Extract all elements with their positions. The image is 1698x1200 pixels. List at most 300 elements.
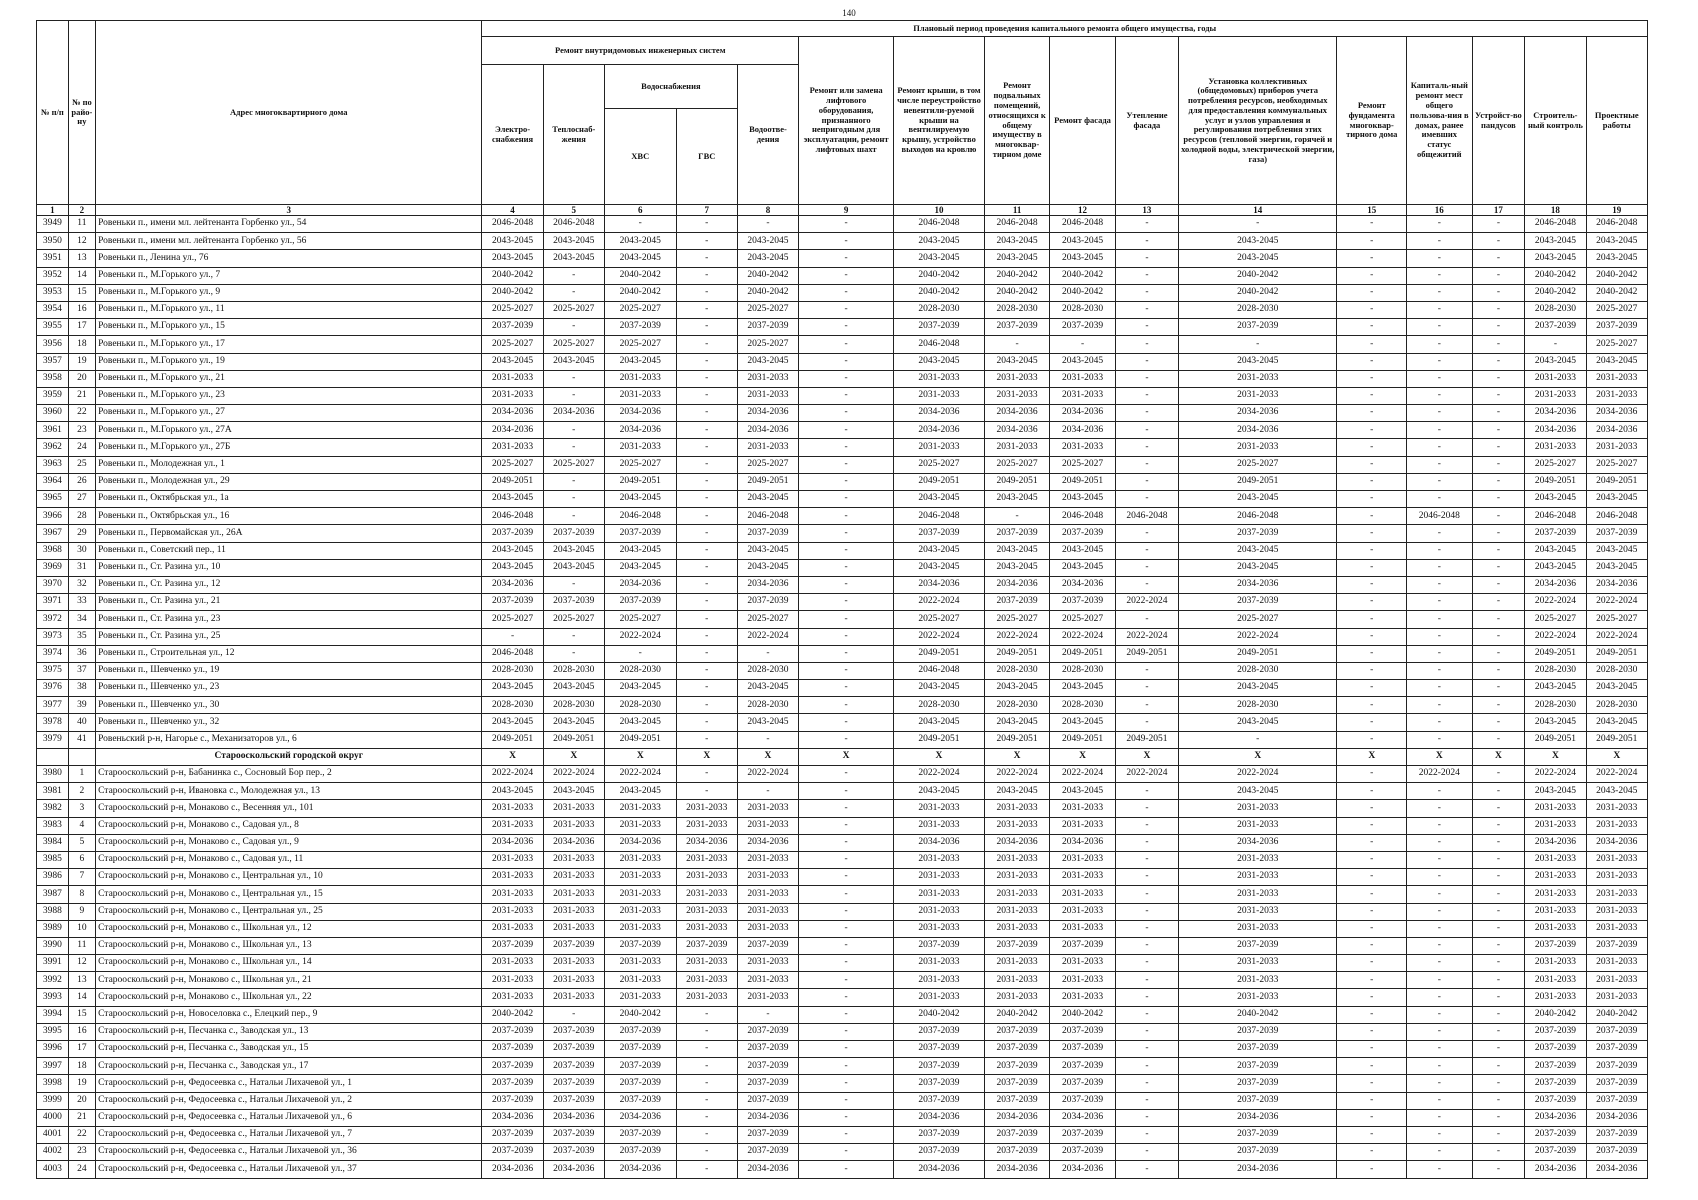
period-cell: 2031-2033 [1525,370,1586,387]
period-cell: - [799,233,894,250]
period-cell: 2031-2033 [1050,972,1115,989]
table-row [37,250,1648,267]
address-cell: Старооскольский р-н, Федосеевка с., Натальи Лихачевой ул., 37 [96,1161,482,1178]
district-number-cell: 17 [68,1041,95,1058]
period-cell: 2034-2036 [604,422,676,439]
period-cell: - [1337,783,1407,800]
period-cell: - [799,422,894,439]
period-cell: - [1115,233,1178,250]
period-cell: 2043-2045 [604,714,676,731]
row-number-cell: 3969 [37,559,69,576]
period-cell: - [1337,1126,1407,1143]
period-cell: - [543,319,604,336]
period-cell: 2037-2039 [1179,1144,1337,1161]
period-cell: - [1472,456,1525,473]
period-cell: 2043-2045 [737,680,798,697]
period-cell: 2022-2024 [1050,628,1115,645]
period-cell: 2043-2045 [1179,353,1337,370]
period-cell: - [1407,216,1472,233]
period-cell: 2025-2027 [1179,611,1337,628]
period-cell: - [1407,817,1472,834]
period-cell: - [799,937,894,954]
period-cell: - [1115,284,1178,301]
period-cell: - [1407,594,1472,611]
table-row [37,1041,1648,1058]
period-cell: 2043-2045 [1586,542,1647,559]
period-cell: 2034-2036 [984,834,1049,851]
period-cell: 2037-2039 [1525,1092,1586,1109]
period-cell: - [1472,508,1525,525]
period-cell: - [1407,1126,1472,1143]
table-row [37,1126,1648,1143]
period-cell: - [799,594,894,611]
period-cell: - [799,697,894,714]
period-cell: - [1179,216,1337,233]
period-cell: 2043-2045 [1586,559,1647,576]
address-cell: Ровеньки п., Ст. Разина ул., 10 [96,559,482,576]
address-cell: Ровеньки п., М.Горького ул., 19 [96,353,482,370]
header-gvs: ГВС [676,109,737,205]
row-number-cell: 3962 [37,439,69,456]
period-cell: - [1115,216,1178,233]
period-cell: 2046-2048 [1525,508,1586,525]
period-cell: 2037-2039 [1179,1126,1337,1143]
period-cell: - [1115,869,1178,886]
period-cell: 2022-2024 [1115,766,1178,783]
period-cell: 2034-2036 [1586,1109,1647,1126]
period-cell: 2034-2036 [1586,1161,1647,1178]
period-cell: 2049-2051 [1586,473,1647,490]
period-cell: 2037-2039 [894,937,985,954]
period-cell: 2031-2033 [984,817,1049,834]
period-cell: - [1407,559,1472,576]
period-cell: 2037-2039 [604,1126,676,1143]
row-number-cell: 3953 [37,284,69,301]
row-number-cell: 4002 [37,1144,69,1161]
period-cell: 2040-2042 [894,1006,985,1023]
table-row [37,422,1648,439]
period-cell: 2037-2039 [894,1041,985,1058]
period-cell: - [543,267,604,284]
period-cell: - [1407,1075,1472,1092]
period-cell: - [799,456,894,473]
row-number-cell: 3992 [37,972,69,989]
table-row [37,937,1648,954]
period-cell: 2031-2033 [894,851,985,868]
period-cell: 2037-2039 [1525,319,1586,336]
table-row [37,1092,1648,1109]
period-cell: 2037-2039 [604,1075,676,1092]
period-cell: - [1337,559,1407,576]
row-number-cell: 3949 [37,216,69,233]
table-row [37,989,1648,1006]
period-cell: - [1337,972,1407,989]
period-cell: 2034-2036 [482,834,543,851]
period-cell: - [1407,1092,1472,1109]
period-cell: 2031-2033 [543,851,604,868]
district-number-cell: 10 [68,920,95,937]
period-cell: - [799,370,894,387]
period-cell: 2037-2039 [482,1126,543,1143]
address-cell: Старооскольский р-н, Бабанинка с., Сосновый Бор пер., 2 [96,766,482,783]
period-cell: 2043-2045 [1525,491,1586,508]
period-cell: - [1472,680,1525,697]
section-x-cell: X [1115,748,1178,765]
period-cell: 2037-2039 [1525,1144,1586,1161]
period-cell: - [799,1161,894,1178]
period-cell: - [1407,1023,1472,1040]
period-cell: - [1115,1109,1178,1126]
period-cell: - [676,1075,737,1092]
period-cell: 2046-2048 [984,216,1049,233]
period-cell: - [799,1092,894,1109]
period-cell: - [1472,1144,1525,1161]
period-cell: 2031-2033 [1179,972,1337,989]
address-cell: Ровеньки п., Ст. Разина ул., 23 [96,611,482,628]
period-cell: - [1472,250,1525,267]
period-cell: - [1337,920,1407,937]
address-cell: Ровеньки п., М.Горького ул., 9 [96,284,482,301]
period-cell: 2022-2024 [737,766,798,783]
period-cell: 2034-2036 [482,422,543,439]
table-row [37,800,1648,817]
period-cell: 2043-2045 [1050,680,1115,697]
period-cell: 2040-2042 [1525,284,1586,301]
district-number-cell: 2 [68,783,95,800]
period-cell: - [1407,233,1472,250]
address-cell: Старооскольский р-н, Монаково с., Весенняя ул., 101 [96,800,482,817]
period-cell: 2031-2033 [482,886,543,903]
period-cell: 2049-2051 [1586,645,1647,662]
page-number: 140 [842,8,856,18]
period-cell: 2034-2036 [1525,405,1586,422]
period-cell: - [1115,387,1178,404]
period-cell: 2031-2033 [1586,955,1647,972]
period-cell: - [1337,834,1407,851]
row-number-cell: 3997 [37,1058,69,1075]
period-cell: 2034-2036 [1050,576,1115,593]
empty-cell [37,748,69,765]
column-number: 12 [1050,205,1115,216]
address-cell: Ровеньки п., Советский пер., 11 [96,542,482,559]
period-cell: 2037-2039 [1050,937,1115,954]
row-number-cell: 3990 [37,937,69,954]
period-cell: 2043-2045 [1179,250,1337,267]
period-cell: 2031-2033 [482,955,543,972]
period-cell: - [1407,422,1472,439]
district-number-cell: 33 [68,594,95,611]
period-cell: 2031-2033 [1586,387,1647,404]
period-cell: 2031-2033 [1179,439,1337,456]
period-cell: 2031-2033 [737,903,798,920]
period-cell: 2040-2042 [1179,284,1337,301]
period-cell: 2034-2036 [1525,422,1586,439]
period-cell: 2034-2036 [984,1161,1049,1178]
period-cell: 2034-2036 [984,405,1049,422]
column-number: 14 [1179,205,1337,216]
period-cell: - [1472,662,1525,679]
period-cell: - [1407,387,1472,404]
period-cell: 2037-2039 [604,1092,676,1109]
period-cell: 2028-2030 [1050,697,1115,714]
period-cell: - [1472,439,1525,456]
period-cell: 2046-2048 [1525,216,1586,233]
period-cell: - [1337,697,1407,714]
row-number-cell: 3966 [37,508,69,525]
period-cell: - [1472,576,1525,593]
row-number-cell: 3982 [37,800,69,817]
period-cell: 2031-2033 [676,886,737,903]
period-cell: - [1472,817,1525,834]
period-cell: 2043-2045 [894,250,985,267]
period-cell: - [1115,800,1178,817]
table-row [37,817,1648,834]
period-cell: 2046-2048 [894,508,985,525]
district-number-cell: 4 [68,817,95,834]
address-cell: Ровеньки п., Октябрьская ул., 16 [96,508,482,525]
period-cell: - [1407,611,1472,628]
table-row [37,370,1648,387]
period-cell: 2031-2033 [1050,955,1115,972]
period-cell: 2031-2033 [482,972,543,989]
period-cell: 2031-2033 [482,989,543,1006]
period-cell: 2034-2036 [1179,1109,1337,1126]
period-cell: - [676,576,737,593]
period-cell: 2043-2045 [1525,542,1586,559]
period-cell: 2043-2045 [984,233,1049,250]
table-row [37,439,1648,456]
row-number-cell: 3957 [37,353,69,370]
period-cell: - [737,783,798,800]
period-cell: 2037-2039 [1586,1144,1647,1161]
district-number-cell: 29 [68,525,95,542]
period-cell: - [543,370,604,387]
period-cell: 2046-2048 [1050,508,1115,525]
period-cell: 2037-2039 [1586,1092,1647,1109]
period-cell: 2049-2051 [604,473,676,490]
period-cell: - [676,697,737,714]
period-cell: 2031-2033 [676,817,737,834]
period-cell: - [799,869,894,886]
table-row [37,233,1648,250]
period-cell: - [1472,559,1525,576]
period-cell: 2022-2024 [482,766,543,783]
row-number-cell: 3977 [37,697,69,714]
period-cell: 2031-2033 [482,387,543,404]
period-cell: 2040-2042 [1525,1006,1586,1023]
period-cell: - [676,387,737,404]
period-cell: 2025-2027 [604,456,676,473]
period-cell: 2040-2042 [737,267,798,284]
period-cell: - [1115,267,1178,284]
period-cell: - [1115,783,1178,800]
period-cell: 2049-2051 [894,473,985,490]
section-x-cell: X [894,748,985,765]
period-cell: 2031-2033 [676,972,737,989]
period-cell: - [1407,645,1472,662]
period-cell: - [1337,680,1407,697]
period-cell: - [1407,267,1472,284]
column-number: 18 [1525,205,1586,216]
row-number-cell: 3956 [37,336,69,353]
period-cell: - [543,1006,604,1023]
period-cell: - [1115,989,1178,1006]
period-cell: 2037-2039 [1050,1126,1115,1143]
period-cell: - [1472,1092,1525,1109]
period-cell: 2034-2036 [984,422,1049,439]
period-cell: 2034-2036 [1179,405,1337,422]
period-cell: 2028-2030 [984,662,1049,679]
period-cell: 2040-2042 [604,267,676,284]
period-cell: - [1115,1092,1178,1109]
period-cell: 2031-2033 [482,370,543,387]
column-number: 17 [1472,205,1525,216]
period-cell: 2046-2048 [1407,508,1472,525]
row-number-cell: 3981 [37,783,69,800]
period-cell: - [799,714,894,731]
period-cell: 2031-2033 [737,387,798,404]
period-cell: - [799,1023,894,1040]
period-cell: - [676,1006,737,1023]
period-cell: - [1472,800,1525,817]
period-cell: 2025-2027 [1179,456,1337,473]
period-cell: - [1472,336,1525,353]
period-cell: 2022-2024 [604,766,676,783]
period-cell: - [1337,1109,1407,1126]
period-cell: 2022-2024 [1525,628,1586,645]
period-cell: 2043-2045 [1050,542,1115,559]
address-cell: Старооскольский р-н, Федосеевка с., Натальи Лихачевой ул., 2 [96,1092,482,1109]
period-cell: 2031-2033 [984,955,1049,972]
period-cell: 2043-2045 [1586,250,1647,267]
period-cell: 2037-2039 [543,525,604,542]
period-cell: 2034-2036 [1586,422,1647,439]
period-cell: 2046-2048 [482,508,543,525]
period-cell: - [1472,216,1525,233]
row-number-cell: 3963 [37,456,69,473]
address-cell: Старооскольский р-н, Монаково с., Центральная ул., 10 [96,869,482,886]
period-cell: 2028-2030 [1050,301,1115,318]
period-cell: 2043-2045 [1179,559,1337,576]
period-cell: 2031-2033 [1179,370,1337,387]
period-cell: 2037-2039 [894,1023,985,1040]
period-cell: - [1115,714,1178,731]
period-cell: - [1472,319,1525,336]
table-row [37,387,1648,404]
period-cell: 2031-2033 [482,920,543,937]
period-cell: 2049-2051 [1525,645,1586,662]
table-row [37,301,1648,318]
period-cell: 2022-2024 [894,594,985,611]
period-cell: - [1115,1075,1178,1092]
row-number-cell: 3987 [37,886,69,903]
row-number-cell: 3952 [37,267,69,284]
period-cell: 2031-2033 [1525,920,1586,937]
period-cell: - [676,611,737,628]
period-cell: - [1179,336,1337,353]
period-cell: 2034-2036 [1050,405,1115,422]
period-cell: 2031-2033 [1525,989,1586,1006]
section-x-cell: X [1525,748,1586,765]
period-cell: 2031-2033 [1525,903,1586,920]
period-cell: 2040-2042 [604,284,676,301]
period-cell: - [799,1006,894,1023]
period-cell: - [1115,456,1178,473]
period-cell: 2043-2045 [737,714,798,731]
period-cell: - [1337,645,1407,662]
period-cell: 2031-2033 [543,869,604,886]
period-cell: 2037-2039 [1050,525,1115,542]
period-cell: - [1472,714,1525,731]
period-cell: - [1407,336,1472,353]
period-cell: 2031-2033 [984,903,1049,920]
period-cell: 2043-2045 [604,233,676,250]
period-cell: - [1472,611,1525,628]
address-cell: Старооскольский р-н, Монаково с., Центральная ул., 15 [96,886,482,903]
period-cell: 2028-2030 [984,697,1049,714]
period-cell: - [676,680,737,697]
period-cell: - [1337,731,1407,748]
period-cell: 2031-2033 [604,387,676,404]
period-cell: - [676,1092,737,1109]
row-number-cell: 3988 [37,903,69,920]
period-cell: 2040-2042 [1179,1006,1337,1023]
period-cell: 2043-2045 [1179,542,1337,559]
section-x-cell: X [1179,748,1337,765]
period-cell: 2043-2045 [482,559,543,576]
row-number-cell: 3970 [37,576,69,593]
period-cell: 2031-2033 [604,370,676,387]
period-cell: 2043-2045 [984,559,1049,576]
period-cell: - [799,972,894,989]
period-cell: 2022-2024 [984,628,1049,645]
period-cell: - [482,628,543,645]
period-cell: - [1337,1075,1407,1092]
period-cell: 2028-2030 [1586,697,1647,714]
period-cell: - [799,817,894,834]
period-cell: 2028-2030 [482,662,543,679]
period-cell: 2046-2048 [1115,508,1178,525]
period-cell: 2037-2039 [984,1126,1049,1143]
period-cell: 2031-2033 [1050,370,1115,387]
period-cell: 2025-2027 [1586,301,1647,318]
period-cell: 2031-2033 [604,817,676,834]
period-cell: 2043-2045 [543,233,604,250]
period-cell: - [1337,216,1407,233]
address-cell: Старооскольский р-н, Федосеевка с., Натальи Лихачевой ул., 7 [96,1126,482,1143]
district-number-cell: 34 [68,611,95,628]
period-cell: 2043-2045 [482,783,543,800]
district-number-cell: 1 [68,766,95,783]
period-cell: 2028-2030 [1179,697,1337,714]
row-number-cell: 4003 [37,1161,69,1178]
period-cell: 2031-2033 [737,920,798,937]
period-cell: 2022-2024 [984,766,1049,783]
period-cell: 2037-2039 [894,1126,985,1143]
period-cell: 2031-2033 [984,989,1049,1006]
period-cell: - [1115,473,1178,490]
address-cell: Ровеньки п., имени мл. лейтенанта Горбенко ул., 56 [96,233,482,250]
row-number-cell: 3965 [37,491,69,508]
row-number-cell: 3967 [37,525,69,542]
period-cell: 2049-2051 [1179,645,1337,662]
period-cell: 2037-2039 [1525,1058,1586,1075]
period-cell: - [1337,594,1407,611]
section-x-cell: X [1472,748,1525,765]
period-cell: 2034-2036 [604,405,676,422]
period-cell: - [676,422,737,439]
period-cell: - [799,628,894,645]
